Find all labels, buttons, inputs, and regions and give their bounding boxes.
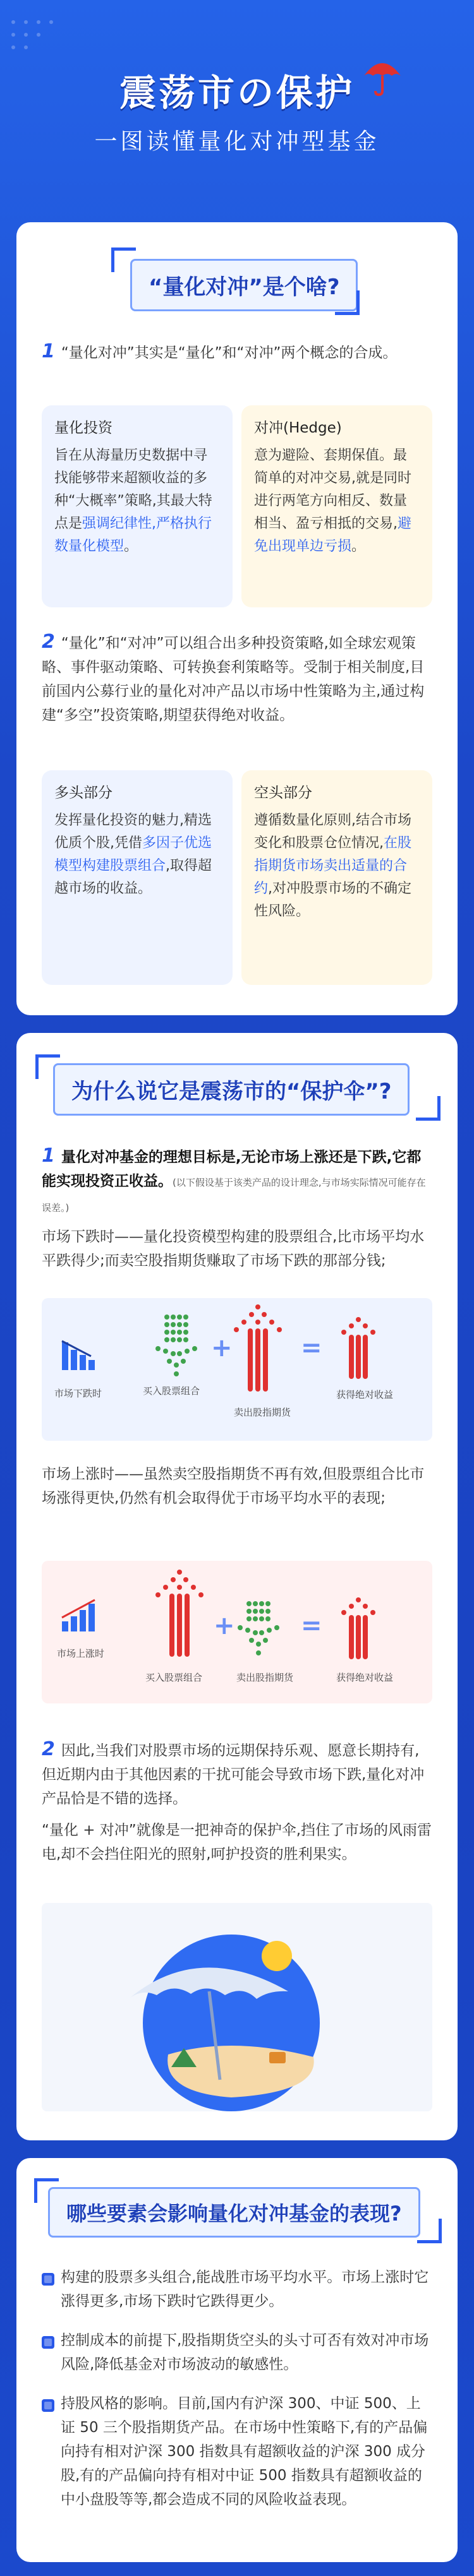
section-what-is-quant-hedge: [16, 222, 458, 1015]
green-down-arrow-icon: [236, 1599, 281, 1668]
bullet-icon: [42, 2336, 54, 2349]
box-highlight: 强调纪律性,严格执行数量化模型: [54, 516, 212, 554]
hero-subtitle: 一图读懂量化对冲型基金: [94, 129, 380, 155]
red-up-arrow-icon: [233, 1303, 283, 1398]
box-quant-investing: [42, 405, 233, 607]
box-short-part: [241, 770, 432, 985]
point1-note: (以下假设基于该类产品的设计理念,与市场实际情况可能存在误差。): [42, 1177, 426, 1213]
equals-sign: =: [301, 1611, 322, 1640]
umbrella-icon: [360, 54, 404, 98]
point1-text: 量化对冲基金的理想目标是,无论市场上涨还是下跌,它都能实现投资正收益。: [42, 1149, 422, 1190]
falling-bar-chart-icon: [59, 1336, 104, 1374]
bracket-decoration: [417, 2219, 442, 2243]
hero-title: 震荡市の保护: [119, 71, 355, 114]
label-market-up: 市场上涨时: [57, 1648, 105, 1659]
label-absolute-return: 获得绝对收益: [336, 1672, 394, 1683]
section1-title: “量化对冲”是个啥?: [130, 259, 358, 311]
equals-sign: =: [301, 1333, 322, 1363]
section1-point2: [42, 630, 434, 727]
box-text-end: ,对冲股票市场的不确定性风险。: [254, 881, 412, 919]
factor-item: 构建的股票多头组合,能战胜市场平均水平。市场上涨时它涨得更多,市场下跌时它跌得更少。: [61, 2269, 429, 2310]
box-text: 旨在从海量历史数据中寻找能够带来超额收益的多种“大概率”策略,其最大特点是: [54, 448, 212, 532]
box-text-end: 。: [124, 539, 138, 554]
number-badge: 2: [42, 1738, 55, 1760]
diagram-market-up: [42, 1561, 432, 1703]
number-badge: 2: [42, 631, 55, 653]
factor-item: 控制成本的前提下,股指期货空头的头寸可否有效对冲市场风险,降低基金对市场波动的敏感性。: [61, 2332, 429, 2373]
box-text-end: 。: [351, 539, 366, 554]
section3-title: 哪些要素会影响量化对冲基金的表现?: [48, 2187, 420, 2238]
label-sell-index-futures: 卖出股指期货: [234, 1407, 291, 1418]
box-text: 意为避险、套期保值。最简单的对冲交易,就是同时进行两笔方向相反、数量相当、盈亏相抵的交易,: [254, 448, 411, 532]
box-long-part: [42, 770, 233, 985]
plus-sign: +: [211, 1333, 233, 1363]
box-highlight: 避免出现单边亏损: [254, 516, 412, 554]
box-highlight: 多因子优选模型构建股票组合: [54, 835, 212, 874]
section2-point1: [42, 1144, 434, 1220]
bullet-icon: [42, 2273, 54, 2286]
bracket-decoration: [416, 1096, 441, 1121]
number-badge: 1: [42, 1145, 55, 1167]
box-heading: 多头部分: [54, 785, 112, 801]
label-market-down: 市场下跌时: [54, 1388, 102, 1399]
beach-umbrella-icon: [42, 1903, 432, 2111]
box-text: 遵循数量化原则,结合市场变化和股票仓位情况,: [254, 813, 411, 851]
box-text: 发挥量化投资的魅力,精选优质个股,凭借: [54, 813, 212, 851]
market-down-text: 市场下跌时——量化投资模型构建的股票组合,比市场平均水平跌得少;而卖空股指期货赚取了市场下跌的那部分钱;: [42, 1229, 425, 1269]
umbrella-illustration: [42, 1903, 432, 2111]
label-buy-stock-portfolio: 买入股票组合: [145, 1672, 203, 1683]
box-hedge: [241, 405, 432, 607]
hero-banner: [0, 0, 474, 215]
bracket-decoration: [335, 290, 360, 315]
number-badge: 1: [42, 340, 55, 362]
box-heading: 空头部分: [254, 785, 312, 801]
box-highlight: 在股指期货市场卖出适量的合约: [254, 835, 412, 897]
section2-point2: [42, 1738, 434, 1811]
section1-point1: [42, 340, 434, 365]
box-heading: 量化投资: [54, 420, 112, 436]
box-text-end: ,取得超越市场的收益。: [54, 858, 212, 897]
diagram-market-down: [42, 1298, 432, 1441]
red-up-arrow-small-icon: [336, 1596, 380, 1666]
label-buy-stock-portfolio: 买入股票组合: [143, 1385, 200, 1397]
point2-text: “量化”和“对冲”可以组合出多种投资策略,如全球宏观策略、事件驱动策略、可转换套利策略等。受制于相关制度,目前国内公募行业的量化对冲产品以市场中性策略为主,通过构建“多空”投资策略,期望获得绝对收益。: [42, 635, 425, 724]
box-heading: 对冲(Hedge): [254, 420, 342, 436]
umbrella-metaphor-text: “量化 + 对冲”就像是一把神奇的保护伞,挡住了市场的风雨雷电,却不会挡住阳光的照射,呵护投资的胜利果实。: [42, 1822, 432, 1863]
section2-title: 为什么说它是震荡市的“保护伞”?: [53, 1063, 410, 1116]
green-down-arrow-icon: [154, 1312, 198, 1381]
red-up-arrow-small-icon: [336, 1316, 380, 1385]
label-absolute-return: 获得绝对收益: [336, 1389, 394, 1400]
section-why-umbrella: [16, 1033, 458, 2140]
section-influencing-factors: [16, 2158, 458, 2562]
point2-text: 因此,当我们对股票市场的远期保持乐观、愿意长期持有,但近期内由于其他因素的干扰可能会导致市场下跌,量化对冲产品恰是不错的选择。: [42, 1743, 425, 1807]
market-up-text: 市场上涨时——虽然卖空股指期货不再有效,但股票组合比市场涨得更快,仍然有机会取得优于市场平均水平的表现;: [42, 1466, 425, 1506]
plus-sign: +: [214, 1611, 235, 1640]
bullet-icon: [42, 2399, 54, 2412]
red-up-arrow-icon: [154, 1568, 205, 1663]
label-sell-index-futures: 卖出股指期货: [236, 1672, 294, 1683]
factor-item: 持股风格的影响。目前,国内有沪深 300、中证 500、上证 50 三个股指期货产品。在市场中性策略下,有的产品偏向持有相对沪深 300 指数具有超额收益的沪深 300 成分股,有的产品偏向持有相对中证 500 指数具有超额收益的中小盘股等等,都会造成不同的风险收益表现。: [61, 2395, 428, 2508]
rising-bar-chart-icon: [59, 1597, 104, 1635]
point1-text: “量化对冲”其实是“量化”和“对冲”两个概念的合成。: [61, 345, 398, 361]
